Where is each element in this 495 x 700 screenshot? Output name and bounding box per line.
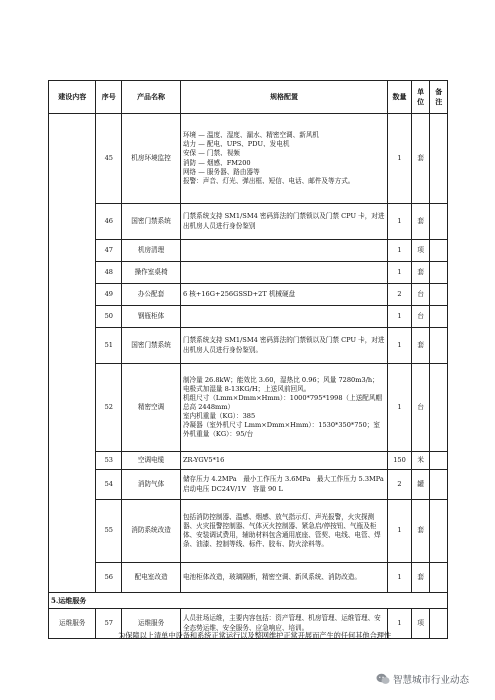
row-unit: 套 <box>411 114 430 204</box>
row-unit: 罐 <box>411 470 430 500</box>
row-qty: 1 <box>388 114 412 204</box>
row-remark <box>430 364 448 452</box>
footnote-text: 为保障以上清单中设备和系统正常运行以及整网维护正常开展而产生的任何其他合理性 <box>118 631 392 640</box>
table-header-row <box>49 81 448 114</box>
row-unit: 套 <box>411 204 430 240</box>
row-spec: 环境 — 温度、湿度、漏水、精密空调、新风机 动力 — 配电、UPS、PDU、发电机 安保 — 门禁、视频 消防 — 烟感、FM200 网络 — 服务器、路由器等 报警：声音、灯光、弹出框、短信、电话、邮件及等方式。 <box>180 114 387 204</box>
row-unit: 套 <box>411 563 430 593</box>
header-unit: 单位 <box>411 81 430 114</box>
header-category: 建设内容 <box>49 81 96 114</box>
row-spec: 电池柜体改造，玻璃隔断，精密空调、新风系统、消防改造。 <box>180 563 387 593</box>
row-spec <box>180 262 387 284</box>
table-body <box>49 114 448 593</box>
header-index: 序号 <box>96 81 122 114</box>
row-unit: 套 <box>411 500 430 563</box>
row-spec <box>180 240 387 262</box>
row-index: 49 <box>96 284 122 306</box>
row-unit: 台 <box>411 364 430 452</box>
row-spec: 门禁系统支持 SM1/SM4 密码算法的门禁锁以及门禁 CPU 卡，对进出机房人员进行身份鉴别。 <box>180 328 387 364</box>
row-qty: 1 <box>388 306 412 328</box>
row-index: 46 <box>96 204 122 240</box>
row-spec: 储存压力 4.2MPa 最小工作压力 3.6MPa 最大工作压力 5.3MPa 启动电压 DC24V/1V 容量 90 L <box>180 470 387 500</box>
row-qty: 1 <box>388 240 412 262</box>
row-product: 机房清理 <box>122 240 181 262</box>
row-qty: 1 <box>388 500 412 563</box>
table-row <box>49 306 448 328</box>
row-remark <box>430 114 448 204</box>
row-index: 54 <box>96 470 122 500</box>
row-remark <box>430 204 448 240</box>
row-qty: 1 <box>388 609 412 639</box>
header-product: 产品名称 <box>122 81 181 114</box>
row-qty: 1 <box>388 364 412 452</box>
row-unit: 台 <box>411 284 430 306</box>
row-remark <box>430 452 448 470</box>
table-row <box>49 470 448 500</box>
table-row <box>49 262 448 284</box>
row-index: 50 <box>96 306 122 328</box>
table-row <box>49 500 448 563</box>
row-spec: 制冷量 26.8kW；能效比 3.60，湿热比 0.96；风量 7280m3/h；电极式加湿量 8-13KG/H；上送风前回风。 机组尺寸（Lmm×Dmm×Hmm）：1000*795*1998（上送配风帽总高 2448mm） 室内机重量（KG）：385 冷凝器（室外机尺寸 Lmm×Dmm×Hmm）：1530*350*750；室外机重量（KG）：95/台 <box>180 364 387 452</box>
row-index: 56 <box>96 563 122 593</box>
watermark-text: 智慧城市行业动态 <box>393 675 470 686</box>
table-row <box>49 328 448 364</box>
row-unit: 项 <box>411 240 430 262</box>
row-index: 47 <box>96 240 122 262</box>
row-remark <box>430 328 448 364</box>
row-remark <box>430 262 448 284</box>
row-index: 51 <box>96 328 122 364</box>
row-spec: 包括消防控制器、温感、烟感、放气指示灯、声光报警，火灾探测器、火灾报警控制器、气体灭火控制器、紧急启/停按钮、气瓶及柜体、安装调试费用，辅助材料包含通用底座、管契、电线、电管、焊条、油漆、控制等线、标件、胶布、防火涂料等。 <box>180 500 387 563</box>
row-unit: 米 <box>411 452 430 470</box>
row-index: 57 <box>96 609 122 639</box>
section-row <box>49 593 448 609</box>
row-spec: 6 核+16G+256GSSD+2T 机械硬盘 <box>180 284 387 306</box>
row-product: 国密门禁系统 <box>122 328 181 364</box>
row-spec <box>180 306 387 328</box>
table-row <box>49 240 448 262</box>
row-qty: 1 <box>388 563 412 593</box>
wechat-icon <box>376 673 390 685</box>
row-product: 钢瓶柜体 <box>122 306 181 328</box>
row-index: 45 <box>96 114 122 204</box>
row-qty: 2 <box>388 284 412 306</box>
row-unit: 项 <box>411 609 430 639</box>
header-qty: 数量 <box>388 81 412 114</box>
row-product: 消防系统改造 <box>122 500 181 563</box>
header-spec: 规格配置 <box>180 81 387 114</box>
row-category: 运维服务 <box>49 609 96 639</box>
row-qty: 150 <box>388 452 412 470</box>
row-product: 运维服务 <box>122 609 181 639</box>
row-category <box>49 114 96 593</box>
row-index: 55 <box>96 500 122 563</box>
row-qty: 1 <box>388 204 412 240</box>
row-remark <box>430 609 448 639</box>
row-unit: 套 <box>411 328 430 364</box>
row-unit: 台 <box>411 306 430 328</box>
row-unit: 套 <box>411 262 430 284</box>
row-product: 空调电缆 <box>122 452 181 470</box>
row-spec: 门禁系统支持 SM1/SM4 密码算法的门禁锁以及门禁 CPU 卡，对进出机房人员进行身份鉴别 <box>180 204 387 240</box>
row-remark <box>430 284 448 306</box>
row-remark <box>430 470 448 500</box>
row-qty: 1 <box>388 262 412 284</box>
table-row <box>49 114 448 204</box>
watermark <box>376 672 469 686</box>
row-product: 配电室改造 <box>122 563 181 593</box>
row-product: 机房环境监控 <box>122 114 181 204</box>
table-row <box>49 563 448 593</box>
table-row <box>49 204 448 240</box>
row-spec: 人员驻场运维，主要内容包括：资产管理、机房管理、运维管理、安全态势运维、安全服务、应急响应、培训。 <box>180 609 387 639</box>
row-product: 消防气体 <box>122 470 181 500</box>
section-title: 5.运维服务 <box>49 593 448 609</box>
row-index: 48 <box>96 262 122 284</box>
spec-table <box>48 80 448 639</box>
row-remark <box>430 500 448 563</box>
row-index: 52 <box>96 364 122 452</box>
row-qty: 2 <box>388 470 412 500</box>
row-spec: ZR-YGV5*16 <box>180 452 387 470</box>
header-remark: 备注 <box>430 81 448 114</box>
table-row <box>49 284 448 306</box>
row-qty: 1 <box>388 328 412 364</box>
row-remark <box>430 240 448 262</box>
row-product: 操作室桌椅 <box>122 262 181 284</box>
row-product: 国密门禁系统 <box>122 204 181 240</box>
row-remark <box>430 306 448 328</box>
row-remark <box>430 563 448 593</box>
row-product: 办公配套 <box>122 284 181 306</box>
row-index: 53 <box>96 452 122 470</box>
table-row <box>49 364 448 452</box>
table-row <box>49 452 448 470</box>
row-product: 精密空调 <box>122 364 181 452</box>
